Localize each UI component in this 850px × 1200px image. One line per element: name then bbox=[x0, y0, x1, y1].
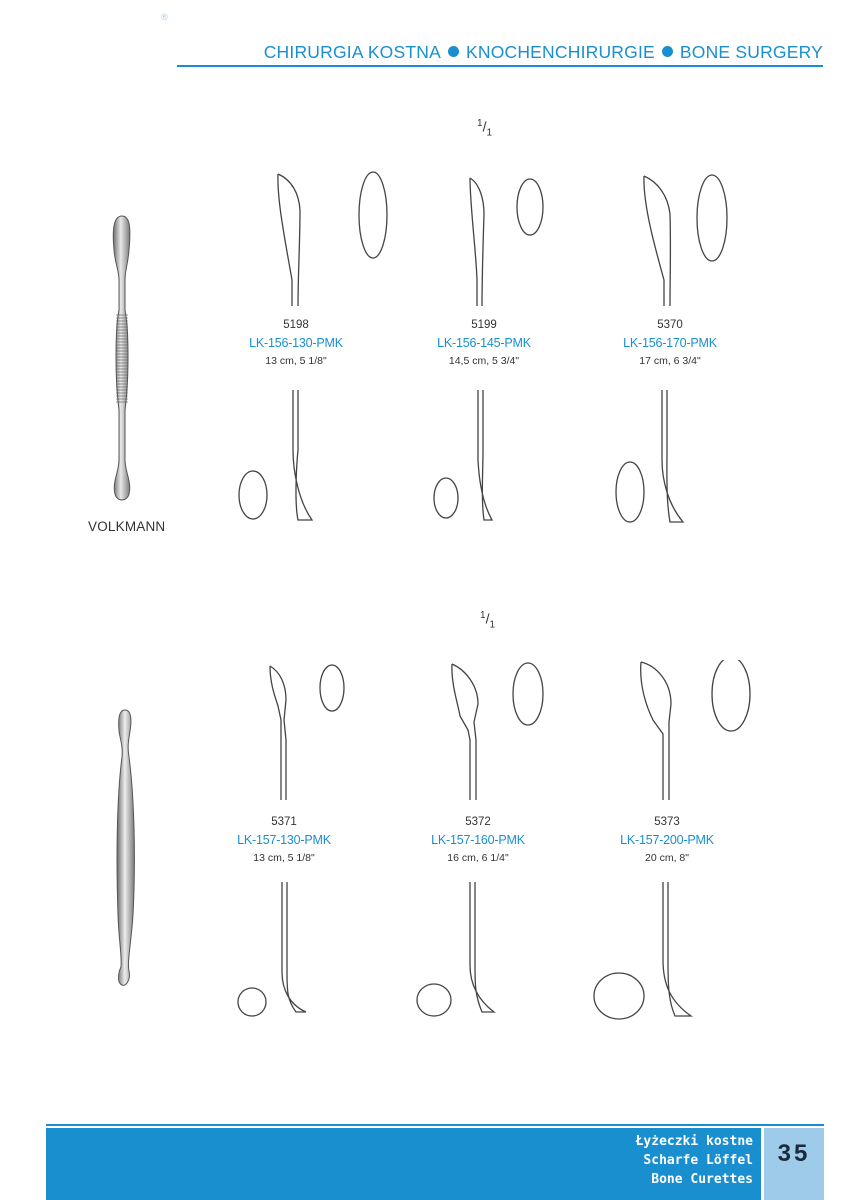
product-number: 5199 bbox=[471, 319, 497, 331]
footer-band bbox=[46, 1128, 761, 1200]
product-number: 5371 bbox=[271, 816, 297, 828]
header-title-de: KNOCHENCHIRURGIE bbox=[465, 42, 655, 62]
footer-category-text bbox=[636, 1132, 753, 1189]
scale-label: $^1/_1$ bbox=[480, 610, 496, 631]
product-code: LK-156-130-PMK bbox=[249, 336, 343, 350]
product-item bbox=[570, 170, 770, 530]
footer-line-de: Scharfe Löffel bbox=[643, 1153, 753, 1168]
product-code: LK-157-160-PMK bbox=[431, 833, 525, 847]
page-number-box bbox=[764, 1128, 824, 1200]
product-item bbox=[567, 660, 767, 1020]
product-size: 13 cm, 5 1/8" bbox=[265, 355, 327, 367]
header-title-en: BONE SURGERY bbox=[679, 42, 823, 62]
header-rule bbox=[177, 65, 823, 67]
product-number: 5370 bbox=[657, 319, 683, 331]
product-number: 5373 bbox=[654, 816, 680, 828]
volkmann-instrument-image bbox=[100, 210, 145, 506]
product-number: 5372 bbox=[465, 816, 491, 828]
product-size: 20 cm, 8" bbox=[645, 852, 689, 864]
scale-label: $^1/_1$ bbox=[477, 118, 493, 139]
product-number: 5198 bbox=[283, 319, 309, 331]
product-code: LK-156-145-PMK bbox=[437, 336, 531, 350]
page-header-title bbox=[264, 42, 823, 63]
product-code: LK-157-130-PMK bbox=[237, 833, 331, 847]
product-code: LK-157-200-PMK bbox=[620, 833, 714, 847]
product-item bbox=[378, 660, 578, 1020]
registered-mark: ® bbox=[161, 12, 168, 22]
product-item bbox=[184, 660, 384, 1020]
product-size: 14,5 cm, 5 3/4" bbox=[448, 355, 520, 367]
product-item bbox=[384, 170, 584, 530]
bullet-dot-icon bbox=[662, 46, 673, 57]
header-title-pl: CHIRURGIA KOSTNA bbox=[263, 42, 441, 62]
footer-rule bbox=[46, 1124, 824, 1126]
product-code: LK-156-170-PMK bbox=[623, 336, 717, 350]
product-size: 17 cm, 6 3/4" bbox=[639, 355, 701, 367]
footer-line-pl: Łyżeczki kostne bbox=[635, 1134, 753, 1149]
bullet-dot-icon bbox=[448, 46, 459, 57]
footer-line-en: Bone Curettes bbox=[651, 1172, 753, 1187]
page-number: 35 bbox=[777, 1140, 811, 1167]
curette-instrument-image bbox=[108, 705, 144, 990]
product-size: 16 cm, 6 1/4" bbox=[447, 852, 509, 864]
product-item bbox=[196, 170, 396, 530]
product-size: 13 cm, 5 1/8" bbox=[253, 852, 315, 864]
instrument-name: VOLKMANN bbox=[88, 519, 166, 534]
